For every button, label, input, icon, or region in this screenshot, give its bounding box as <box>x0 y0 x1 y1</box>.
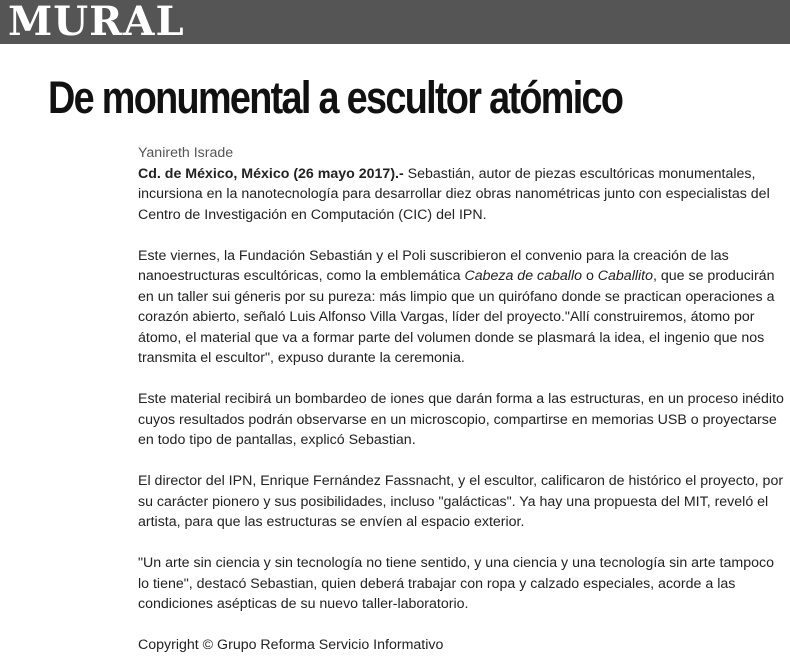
p2-italic-title-1: Cabeza de caballo <box>464 268 582 284</box>
article-headline: De monumental a escultor atómico <box>48 72 623 123</box>
article-lead-text: Sebastián, autor de piezas escultóricas monumentales, incursiona en la nanotecnología para desarrollar diez obras nanométricas junto con especialistas del Centro de Investigación en Computación (CIC) del IPN. <box>138 165 770 223</box>
article-dateline: Cd. de México, México (26 mayo 2017).- <box>138 165 404 182</box>
p2-text-after: , que se producirán en un taller sui géneris por su pureza: más limpio que un quirófano donde se practican operaciones a corazón abierto, señaló Luis Alfonso Villa Vargas, líder del proyecto."Allí construiremos, átomo por átomo, el material que va a formar parte del volumen donde se plasmará la idea, el ingenio que nos transmita el escultor", expuso durante la ceremonia. <box>138 268 775 366</box>
article-body <box>138 143 788 656</box>
article-paragraph-2 <box>138 246 788 369</box>
article-paragraph-1 <box>138 164 788 226</box>
p2-italic-title-2: Caballito <box>597 268 653 284</box>
copyright-notice: Copyright © Grupo Reforma Servicio Informativo <box>138 637 444 653</box>
masthead-bar <box>0 0 790 44</box>
p2-text-before: Este viernes, la Fundación Sebastián y el Poli suscribieron el convenio para la creación de las nanoestructuras escultóricas, como la emblemática <box>138 247 729 284</box>
mural-logo[interactable]: MURAL <box>8 0 185 45</box>
article-paragraph-3: Este material recibirá un bombardeo de iones que darán forma a las estructuras, en un proceso inédito cuyos resultados podrán observarse en un microscopio, compartirse en memorias USB o proyectarse en todo tipo de pantallas, explicó Sebastian. <box>138 391 784 448</box>
article-byline: Yanireth Israde <box>138 145 234 161</box>
p2-connector: o <box>582 268 598 284</box>
article-paragraph-5: "Un arte sin ciencia y sin tecnología no tiene sentido, y una ciencia y una tecnología sin arte tampoco lo tiene", destacó Sebastian, quien deberá trabajar con ropa y calzado especiales, acorde a las condiciones asépticas de su nuevo taller-laboratorio. <box>138 555 774 612</box>
article-paragraph-4: El director del IPN, Enrique Fernández Fassnacht, y el escultor, calificaron de histórico el proyecto, por su carácter pionero y sus posibilidades, incluso "galácticas". Ya hay una propuesta del MIT, reveló el artista, para que las estructuras se envíen al espacio exterior. <box>138 473 784 530</box>
